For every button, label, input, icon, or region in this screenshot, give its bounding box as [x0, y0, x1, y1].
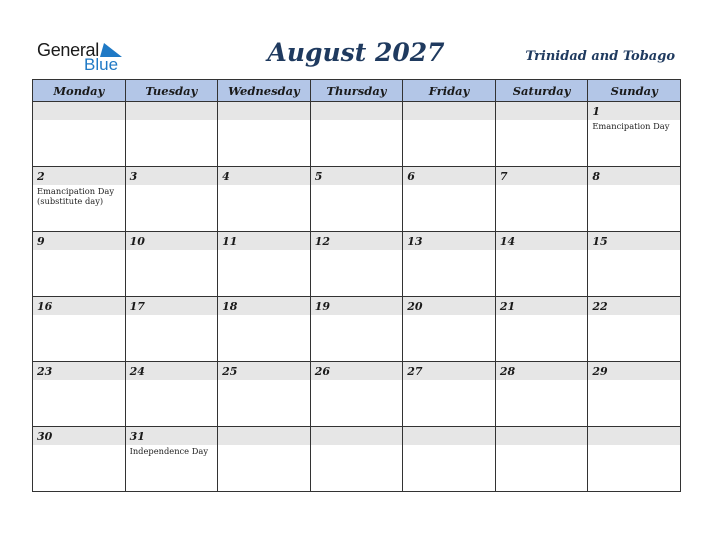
day-cell — [125, 362, 218, 427]
week-row — [33, 102, 681, 167]
weekday-tuesday: Tuesday — [125, 80, 218, 102]
day-cell — [218, 232, 311, 297]
weekday-thursday: Thursday — [310, 80, 403, 102]
day-cell — [218, 102, 311, 167]
day-number: 20 — [403, 297, 495, 315]
day-number: 3 — [126, 167, 218, 185]
day-number: 12 — [311, 232, 403, 250]
day-cell — [403, 102, 496, 167]
day-number: 9 — [33, 232, 125, 250]
day-number: 28 — [496, 362, 588, 380]
day-number: 6 — [403, 167, 495, 185]
day-cell — [495, 102, 588, 167]
day-number: 14 — [496, 232, 588, 250]
week-row — [33, 427, 681, 492]
holiday-label: Emancipation Day — [592, 121, 670, 131]
day-number: 27 — [403, 362, 495, 380]
day-number — [496, 102, 588, 120]
day-number: 21 — [496, 297, 588, 315]
day-cell — [33, 232, 126, 297]
day-cell — [310, 167, 403, 232]
country-name: Trinidad and Tobago — [525, 49, 675, 64]
day-number: 2 — [33, 167, 125, 185]
day-number: 1 — [588, 102, 680, 120]
weekday-header-row — [33, 80, 681, 102]
day-number — [311, 427, 403, 445]
day-cell — [33, 362, 126, 427]
logo-text-blue: Blue — [84, 55, 119, 74]
day-number: 18 — [218, 297, 310, 315]
weekday-sunday: Sunday — [588, 80, 681, 102]
day-cell — [495, 362, 588, 427]
day-number: 4 — [218, 167, 310, 185]
day-cell — [310, 362, 403, 427]
holiday-label: Emancipation Day (substitute day) — [37, 186, 115, 206]
day-number: 23 — [33, 362, 125, 380]
logo-text-general: General — [37, 40, 99, 60]
day-number: 19 — [311, 297, 403, 315]
day-cell — [33, 427, 126, 492]
day-cell — [403, 167, 496, 232]
day-number: 16 — [33, 297, 125, 315]
day-number: 26 — [311, 362, 403, 380]
day-number: 24 — [126, 362, 218, 380]
day-number: 17 — [126, 297, 218, 315]
day-cell — [495, 427, 588, 492]
day-cell — [125, 167, 218, 232]
day-cell — [218, 362, 311, 427]
day-number: 29 — [588, 362, 680, 380]
day-cell — [588, 232, 681, 297]
day-number — [218, 427, 310, 445]
day-cell — [588, 102, 681, 167]
day-number — [311, 102, 403, 120]
day-number — [33, 102, 125, 120]
week-row — [33, 362, 681, 427]
day-cell — [403, 297, 496, 362]
day-number: 5 — [311, 167, 403, 185]
day-number: 13 — [403, 232, 495, 250]
weekday-saturday: Saturday — [495, 80, 588, 102]
day-cell — [218, 427, 311, 492]
day-number: 30 — [33, 427, 125, 445]
weekday-friday: Friday — [403, 80, 496, 102]
week-row — [33, 167, 681, 232]
day-number: 22 — [588, 297, 680, 315]
day-cell — [403, 362, 496, 427]
day-number — [218, 102, 310, 120]
weekday-monday: Monday — [33, 80, 126, 102]
day-cell — [33, 102, 126, 167]
day-number — [126, 102, 218, 120]
holiday-label: Independence Day — [129, 446, 209, 456]
day-cell — [125, 232, 218, 297]
day-cell — [310, 232, 403, 297]
day-cell — [125, 297, 218, 362]
day-cell — [588, 362, 681, 427]
day-number: 31 — [126, 427, 218, 445]
day-cell — [588, 297, 681, 362]
day-cell — [125, 102, 218, 167]
day-cell — [495, 232, 588, 297]
week-row — [33, 232, 681, 297]
day-number — [403, 102, 495, 120]
day-cell — [588, 167, 681, 232]
day-cell — [310, 102, 403, 167]
day-number: 25 — [218, 362, 310, 380]
day-number: 7 — [496, 167, 588, 185]
day-number — [588, 427, 680, 445]
day-number — [496, 427, 588, 445]
day-number: 11 — [218, 232, 310, 250]
day-number: 8 — [588, 167, 680, 185]
day-cell — [403, 232, 496, 297]
day-cell — [33, 167, 126, 232]
day-cell — [495, 297, 588, 362]
day-cell — [588, 427, 681, 492]
day-cell — [495, 167, 588, 232]
calendar-title: August 2027 — [267, 38, 445, 67]
day-cell — [403, 427, 496, 492]
day-cell — [310, 297, 403, 362]
day-number: 15 — [588, 232, 680, 250]
week-row — [33, 297, 681, 362]
calendar-grid — [32, 79, 681, 492]
day-cell — [218, 167, 311, 232]
weekday-wednesday: Wednesday — [218, 80, 311, 102]
day-cell — [33, 297, 126, 362]
day-cell — [218, 297, 311, 362]
day-cell — [125, 427, 218, 492]
day-cell — [310, 427, 403, 492]
day-number — [403, 427, 495, 445]
day-number: 10 — [126, 232, 218, 250]
